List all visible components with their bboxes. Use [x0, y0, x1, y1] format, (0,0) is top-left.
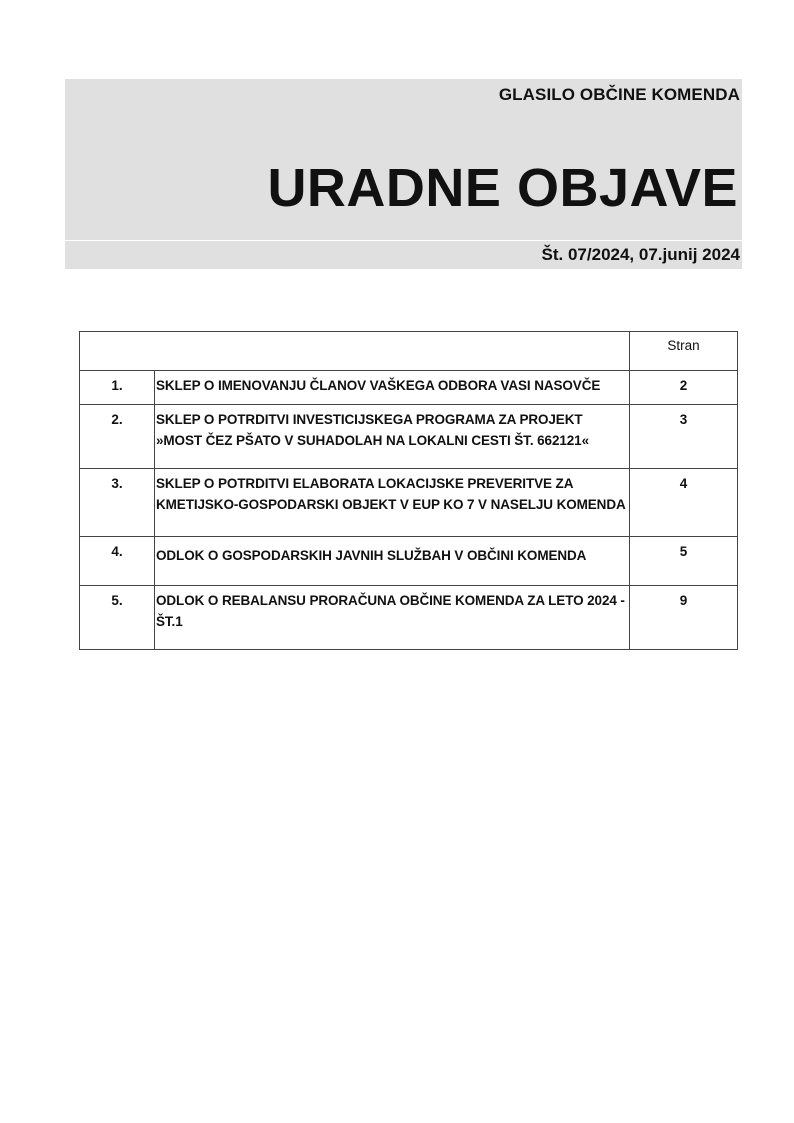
table-of-contents	[79, 331, 738, 650]
toc-number: 4.	[80, 537, 155, 586]
toc-page: 3	[630, 405, 738, 469]
toc-title: ODLOK O REBALANSU PRORAČUNA OBČINE KOMENDA ZA LETO 2024 - ŠT.1	[155, 586, 630, 650]
toc-page: 2	[630, 371, 738, 405]
toc-number: 3.	[80, 469, 155, 537]
table-row	[80, 371, 738, 405]
toc-number: 1.	[80, 371, 155, 405]
toc-number: 2.	[80, 405, 155, 469]
publication-title: URADNE OBJAVE	[267, 158, 738, 218]
toc-header-blank	[80, 332, 630, 371]
table-row	[80, 586, 738, 650]
table-row	[80, 405, 738, 469]
page-column-label: Stran	[630, 332, 738, 371]
toc-page: 9	[630, 586, 738, 650]
toc-header-row	[80, 332, 738, 371]
toc-page: 4	[630, 469, 738, 537]
issue-band	[65, 240, 742, 269]
toc-title: SKLEP O POTRDITVI ELABORATA LOKACIJSKE PREVERITVE ZA KMETIJSKO-GOSPODARSKI OBJEKT V EUP KO 7 V NASELJU KOMENDA	[155, 469, 630, 537]
toc-title: SKLEP O IMENOVANJU ČLANOV VAŠKEGA ODBORA VASI NASOVČE	[155, 371, 630, 405]
table-row	[80, 537, 738, 586]
toc-title: ODLOK O GOSPODARSKIH JAVNIH SLUŽBAH V OBČINI KOMENDA	[155, 537, 630, 586]
toc-page: 5	[630, 537, 738, 586]
publisher-name: GLASILO OBČINE KOMENDA	[498, 85, 740, 104]
toc-number: 5.	[80, 586, 155, 650]
toc-title: SKLEP O POTRDITVI INVESTICIJSKEGA PROGRAMA ZA PROJEKT »MOST ČEZ PŠATO V SUHADOLAH NA LOKALNI CESTI ŠT. 662121«	[155, 405, 630, 469]
table-row	[80, 469, 738, 537]
issue-number-date: Št. 07/2024, 07.junij 2024	[541, 245, 740, 264]
masthead	[65, 79, 742, 268]
